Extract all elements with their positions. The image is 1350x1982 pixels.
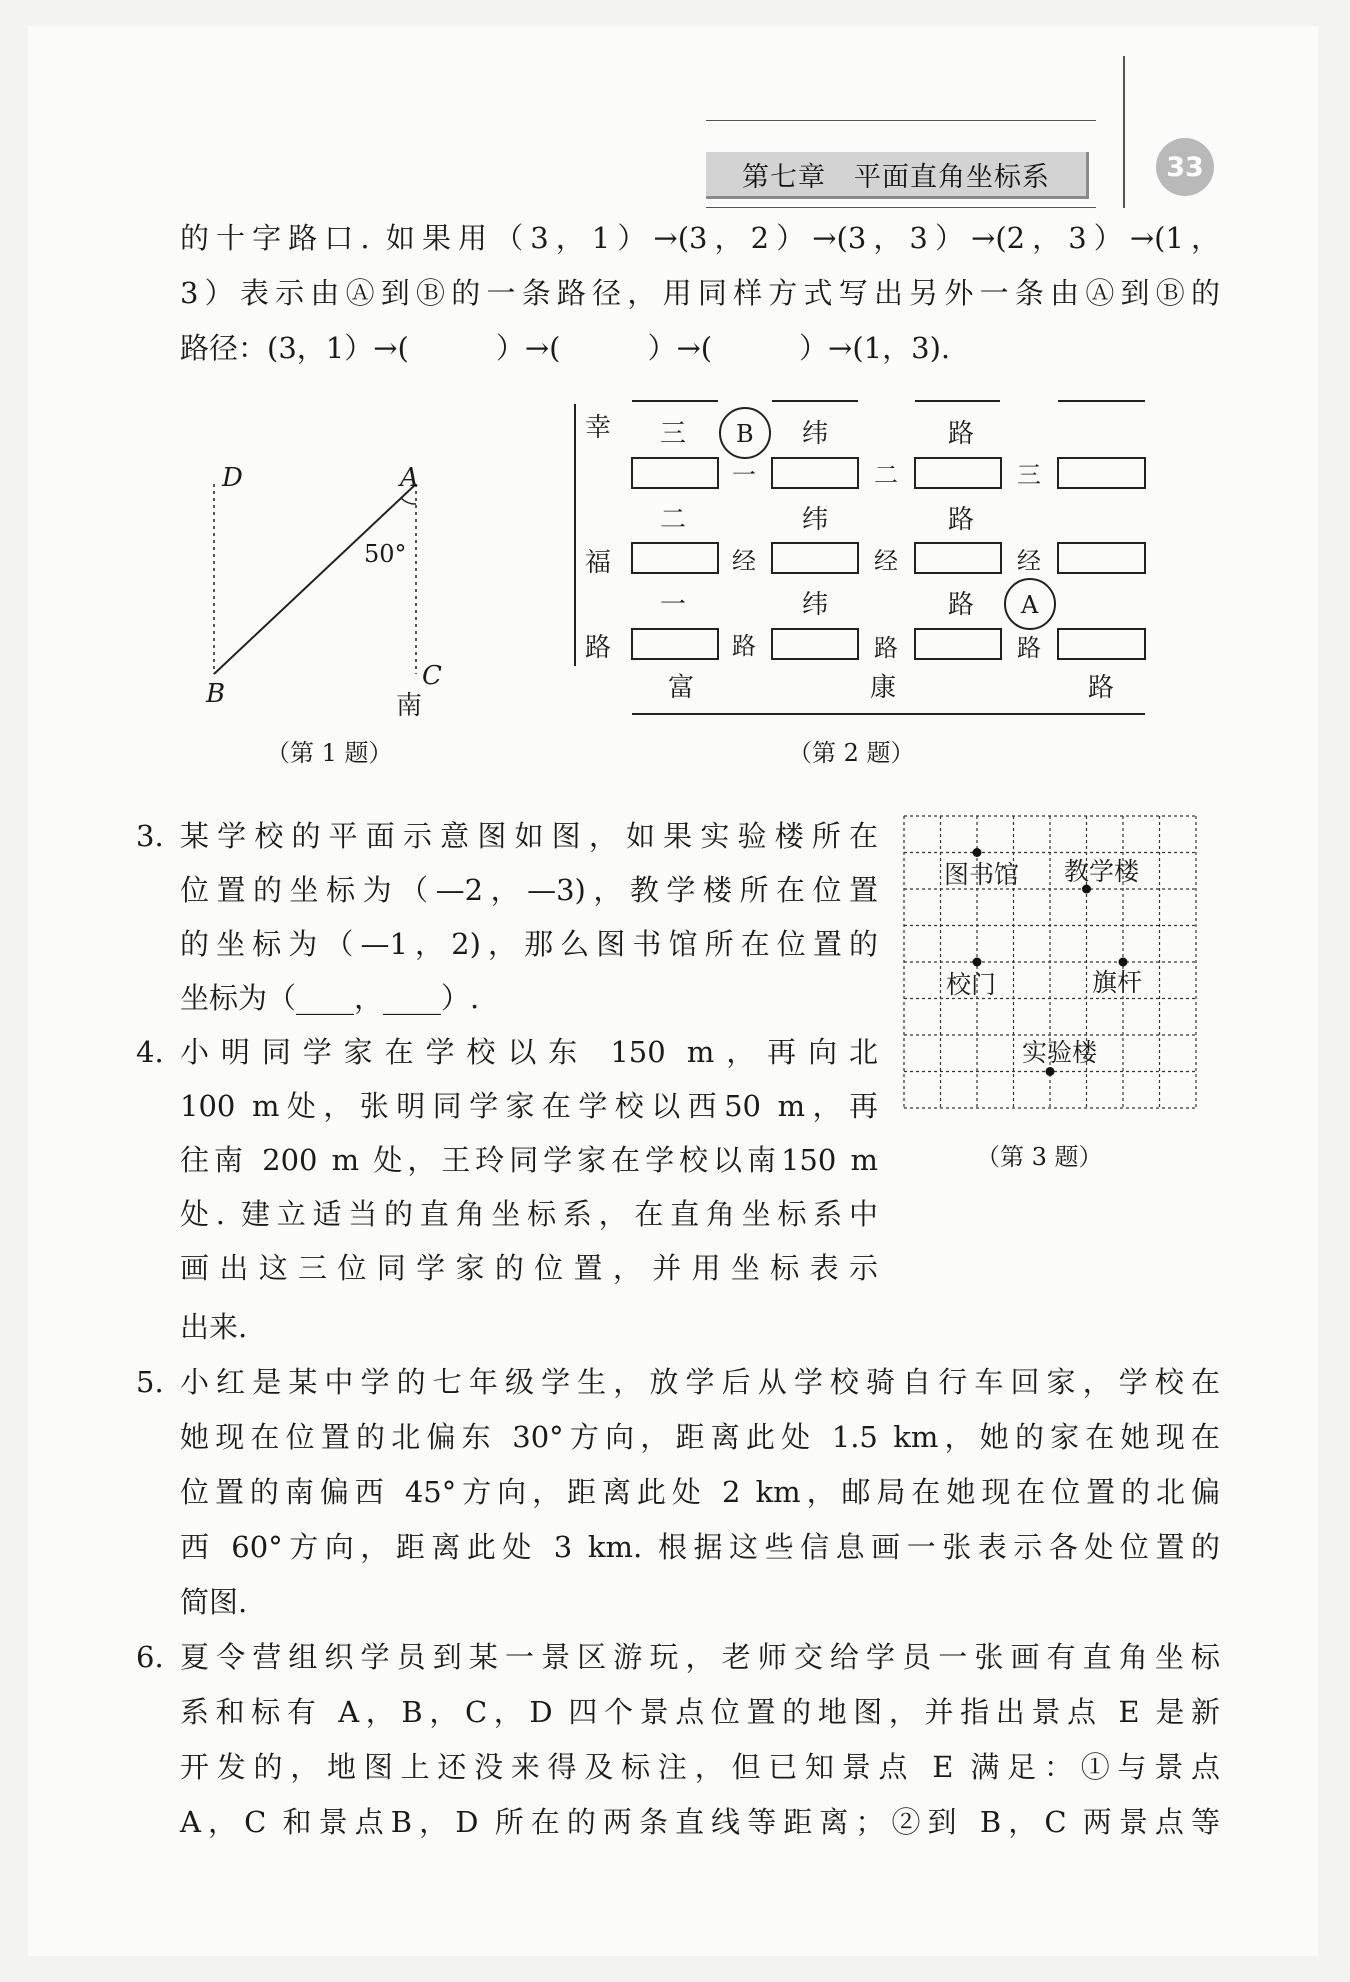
bottom-road-1: 富: [668, 673, 695, 703]
block: [1058, 543, 1145, 573]
left-char-1: 幸: [585, 413, 612, 443]
figure-3-caption: （第 3 题）: [976, 1143, 1103, 1171]
gap-row1-1: 一: [732, 461, 756, 489]
q6-number: 6.: [136, 1640, 164, 1674]
gap-row3-1: 路: [732, 632, 756, 660]
block: [915, 543, 1001, 573]
q5-line-1: 小红是某中学的七年级学生，放学后从学校骑自行车回家，学校在: [180, 1365, 1220, 1399]
header-bottom-rule: [706, 207, 1096, 208]
lab-building-dot: [1046, 1067, 1055, 1076]
q5-line-4: 西 60°方向，距离此处 3 km. 根据这些信息画一张表示各处位置的: [180, 1530, 1220, 1564]
block: [915, 629, 1001, 659]
lab-building-label: 实验楼: [1022, 1038, 1098, 1067]
teaching-building-label: 教学楼: [1064, 857, 1140, 886]
label-a: A: [400, 463, 419, 493]
q5-number: 5.: [136, 1365, 164, 1399]
gap-row3-2: 路: [874, 634, 898, 662]
q5-line-3: 位置的南偏西 45°方向，距离此处 2 km，邮局在她现在位置的北偏: [180, 1475, 1220, 1509]
point-b-label: B: [736, 420, 754, 448]
q4-line-5: 画出这三位同学家的位置，并用坐标表示: [180, 1251, 878, 1285]
intro-line-1: 的十字路口. 如果用（3，1）→(3，2）→(3，3）→(2，3）→(1，: [180, 221, 1220, 255]
block: [772, 629, 858, 659]
block: [772, 458, 858, 488]
row1-label-1: 三: [660, 419, 687, 449]
left-char-2: 福: [585, 548, 612, 578]
q5-line-2: 她现在位置的北偏东 30°方向，距离此处 1.5 km，她的家在她现在: [180, 1420, 1220, 1454]
q3-number: 3.: [136, 819, 164, 853]
row1-label-2: 纬: [802, 419, 829, 449]
label-d: D: [222, 463, 243, 493]
label-b: B: [206, 679, 226, 709]
q3-line-1: 某学校的平面示意图如图，如果实验楼所在: [180, 819, 878, 853]
page: [28, 26, 1318, 1956]
header-top-rule: [706, 120, 1096, 121]
angle-arc: [401, 498, 416, 504]
library-label: 图书馆: [944, 860, 1020, 889]
q6-line-1: 夏令营组织学员到某一景区游玩，老师交给学员一张画有直角坐标: [180, 1640, 1220, 1674]
figure-1: [188, 456, 442, 726]
flagpole-label: 旗杆: [1092, 968, 1143, 997]
bottom-road-3: 路: [1088, 673, 1115, 703]
label-c: C: [422, 661, 442, 691]
header-vertical-rule: [1123, 56, 1125, 208]
bottom-road-2: 康: [870, 673, 897, 703]
chapter-title: 第七章 平面直角坐标系: [706, 152, 1089, 199]
q6-line-3: 开发的，地图上还没来得及标注，但已知景点 E 满足：①与景点: [180, 1750, 1220, 1784]
angle-label: 50°: [364, 540, 407, 568]
gap-row1-3: 三: [1017, 461, 1041, 489]
block: [632, 458, 718, 488]
block: [632, 543, 718, 573]
gap-row1-2: 二: [874, 461, 898, 489]
block: [915, 458, 1001, 488]
q3-line-4: 坐标为（____，____）.: [180, 981, 480, 1015]
school-gate-label: 校门: [946, 970, 997, 999]
row3-label-3: 路: [948, 590, 975, 620]
library-dot: [973, 848, 982, 857]
row3-label-2: 纬: [802, 590, 829, 620]
block: [772, 543, 858, 573]
q5-line-5: 简图.: [180, 1585, 248, 1619]
row1-label-3: 路: [948, 419, 975, 449]
intro-line-3: 路径：(3，1）→( ）→( ）→( ）→(1，3).: [180, 331, 951, 365]
row2-label-1: 二: [660, 505, 687, 535]
q6-line-4: A，C 和景点B，D 所在的两条直线等距离；②到 B，C 两景点等: [180, 1805, 1220, 1839]
q4-line-3: 往南 200 m 处，王玲同学家在学校以南150 m: [180, 1143, 878, 1177]
figure-2: [540, 366, 1180, 726]
page-number: 33: [1156, 138, 1214, 196]
intro-line-2: 3）表示由Ⓐ到Ⓑ的一条路径，用同样方式写出另外一条由Ⓐ到Ⓑ的: [180, 276, 1220, 310]
q3-line-3: 的坐标为（—1，2)，那么图书馆所在位置的: [180, 927, 878, 961]
q4-line-1: 小明同学家在学校以东 150 m，再向北: [180, 1035, 878, 1069]
gap-row2-2: 经: [874, 547, 898, 575]
q4-line-6: 出来.: [180, 1310, 248, 1344]
q4-number: 4.: [136, 1035, 164, 1069]
figure-3: [896, 808, 1196, 1108]
row2-label-2: 纬: [802, 505, 829, 535]
line-ab: [214, 484, 416, 674]
south-label: 南: [396, 691, 423, 721]
block: [632, 629, 718, 659]
point-a-label: A: [1021, 591, 1039, 619]
q4-line-4: 处. 建立适当的直角坐标系，在直角坐标系中: [180, 1197, 878, 1231]
block: [1058, 629, 1145, 659]
figure-1-caption: （第 1 题）: [266, 739, 393, 767]
flagpole-dot: [1119, 958, 1128, 967]
gap-row2-1: 经: [732, 547, 756, 575]
q3-line-2: 位置的坐标为（—2，—3)，教学楼所在位置: [180, 873, 878, 907]
gap-row3-3: 路: [1017, 634, 1041, 662]
row3-label-1: 一: [660, 590, 687, 620]
row2-label-3: 路: [948, 505, 975, 535]
block: [1058, 458, 1145, 488]
school-gate-dot: [973, 958, 982, 967]
figure-2-caption: （第 2 题）: [788, 739, 915, 767]
q6-line-2: 系和标有 A，B，C，D 四个景点位置的地图，并指出景点 E 是新: [180, 1695, 1220, 1729]
left-char-3: 路: [585, 633, 612, 663]
q4-line-2: 100 m处，张明同学家在学校以西50 m，再: [180, 1089, 878, 1123]
gap-row2-3: 经: [1017, 547, 1041, 575]
